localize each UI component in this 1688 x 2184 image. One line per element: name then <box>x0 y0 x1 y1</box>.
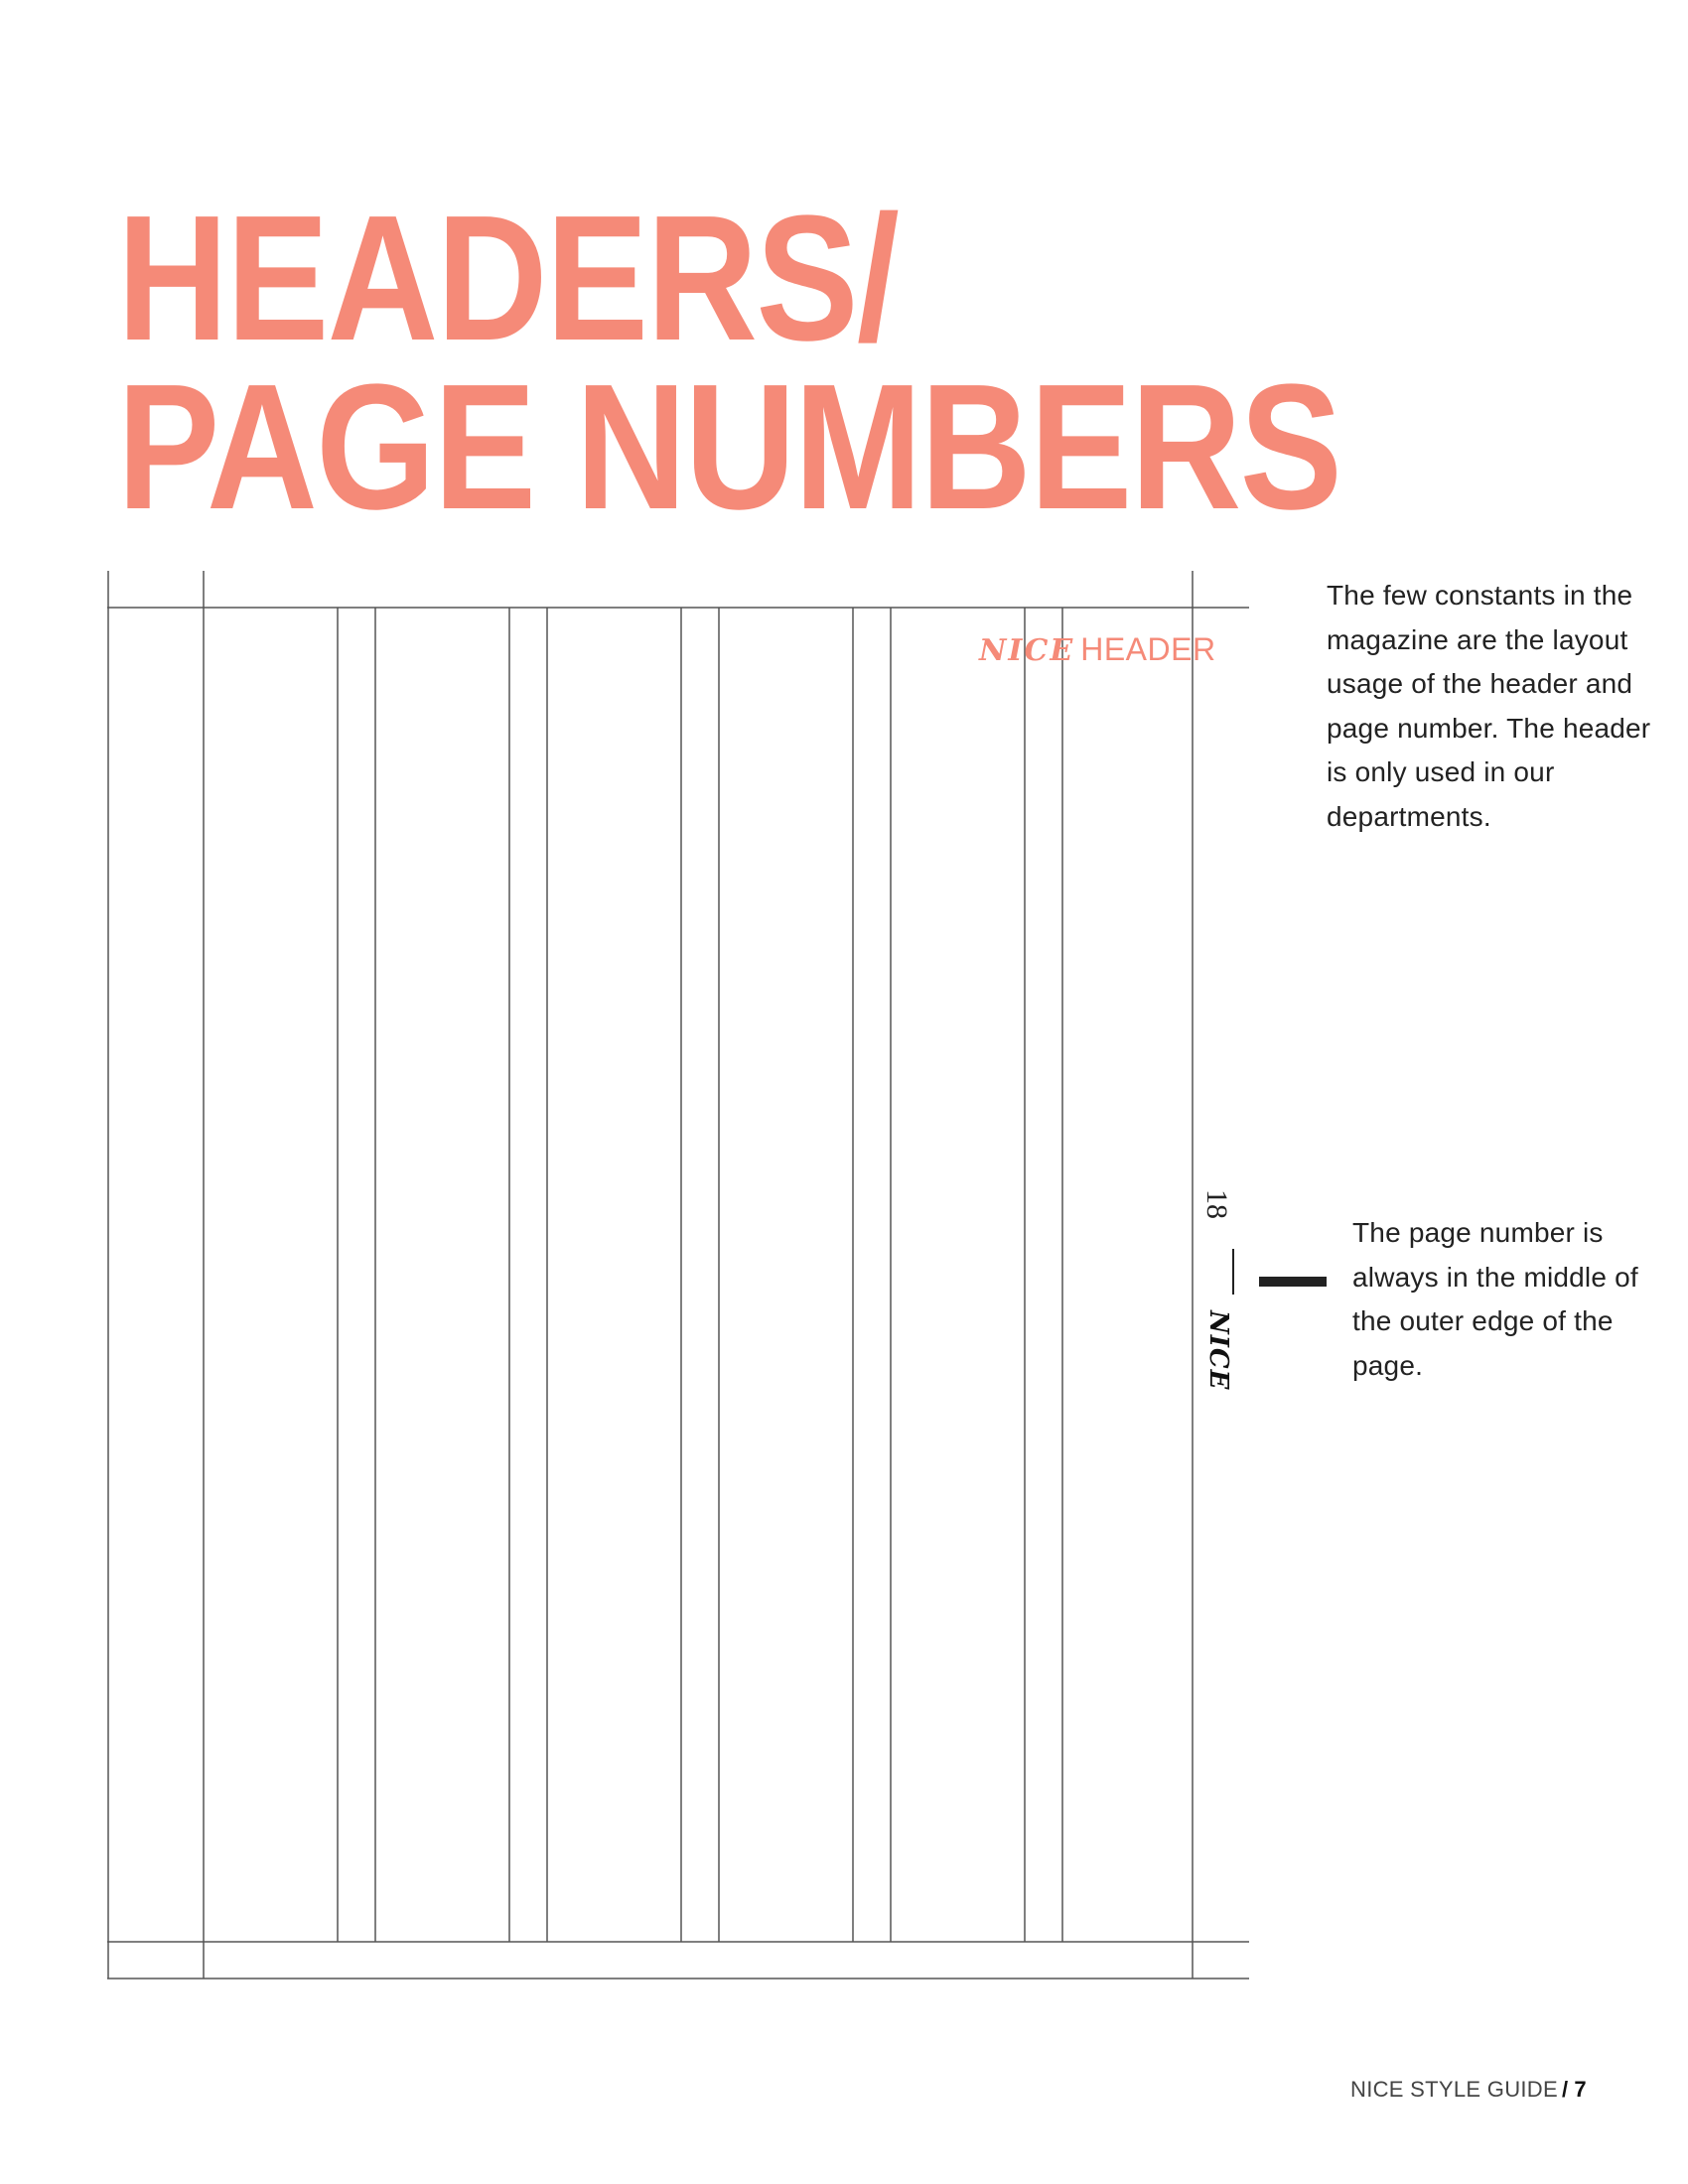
nice-logo: NICE <box>979 633 1075 668</box>
page-title-line-1: HEADERS/ <box>117 179 899 378</box>
sample-header-word: HEADER <box>1080 631 1216 667</box>
folio-nice-logo: NICE <box>1203 1310 1233 1391</box>
page-footer <box>1350 2077 1587 2103</box>
column-guides <box>338 608 1062 1942</box>
page-title <box>117 179 1341 547</box>
footer-guide-title: NICE STYLE GUIDE <box>1350 2077 1558 2102</box>
sample-page-number <box>1200 1181 1255 1410</box>
page-number: 18 <box>1200 1189 1233 1219</box>
grid-lines <box>107 571 1259 1992</box>
layout-grid-diagram <box>107 571 1259 1992</box>
sample-header <box>979 631 1216 668</box>
header-note: The few constants in the magazine are the layout usage of the header and page number. The header is only used in our departments. <box>1327 580 1651 832</box>
page-number-note: The page number is always in the middle of the outer edge of the page. <box>1352 1217 1638 1381</box>
page-title-line-2: PAGE NUMBERS <box>117 347 1341 547</box>
footer-separator: / <box>1561 2077 1569 2102</box>
callout-pointer <box>1259 1277 1327 1287</box>
footer-page-number: 7 <box>1574 2077 1587 2102</box>
folio-rule <box>1232 1249 1234 1295</box>
